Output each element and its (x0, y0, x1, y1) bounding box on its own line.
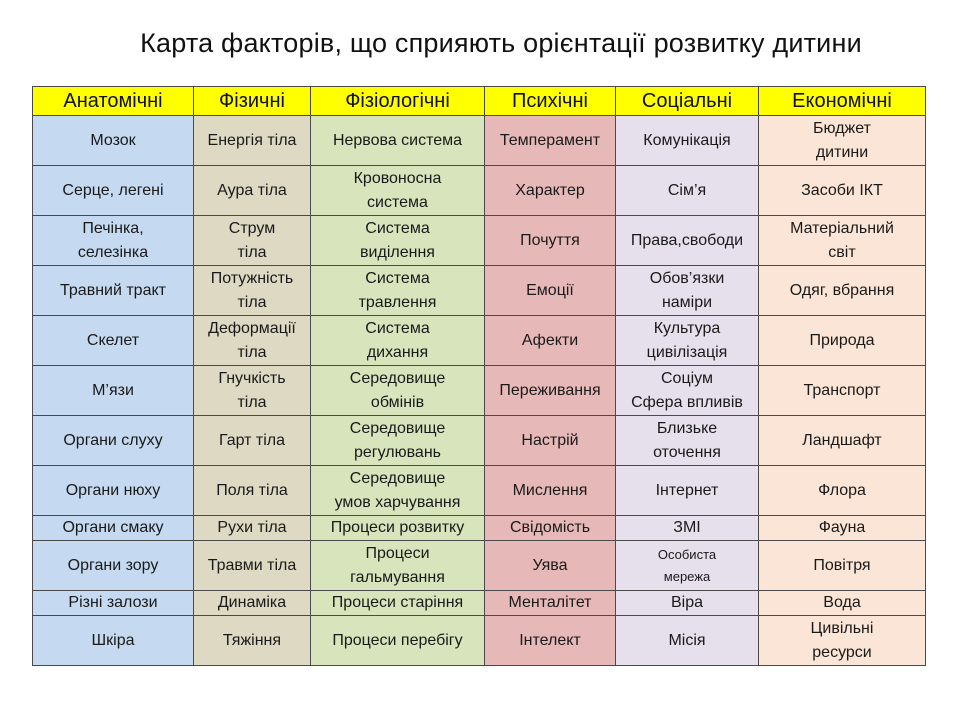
table-cell: Інтернет (616, 466, 759, 516)
table-cell: Середовище умов харчування (311, 466, 485, 516)
table-cell: Гнучкість тіла (194, 366, 311, 416)
table-cell: Уява (485, 541, 616, 591)
table-cell: Процеси гальмування (311, 541, 485, 591)
table-cell: Кровоносна система (311, 166, 485, 216)
table-cell: Процеси старіння (311, 591, 485, 616)
table-cell: Транспорт (759, 366, 926, 416)
table-cell: Нервова система (311, 116, 485, 166)
header-mental: Психічні (485, 87, 616, 116)
table-cell: Деформації тіла (194, 316, 311, 366)
table-row (33, 216, 926, 266)
table-cell: Органи нюху (33, 466, 194, 516)
table-cell: Шкіра (33, 616, 194, 666)
table-cell: Скелет (33, 316, 194, 366)
table-cell: Система травлення (311, 266, 485, 316)
table-cell: Бюджет дитини (759, 116, 926, 166)
table-cell: Гарт тіла (194, 416, 311, 466)
table-cell: Сім’я (616, 166, 759, 216)
table-cell: Травний тракт (33, 266, 194, 316)
header-physiological: Фізіологічні (311, 87, 485, 116)
table-cell: Місія (616, 616, 759, 666)
table-row (33, 116, 926, 166)
table-cell: Органи слуху (33, 416, 194, 466)
table-cell: Система дихання (311, 316, 485, 366)
table-row (33, 266, 926, 316)
table-row (33, 316, 926, 366)
table-cell: Серце, легені (33, 166, 194, 216)
table-cell: Різні залози (33, 591, 194, 616)
table-cell: Комунікація (616, 116, 759, 166)
table-cell: Афекти (485, 316, 616, 366)
table-cell: Культура цивілізація (616, 316, 759, 366)
table-cell: Матеріальний світ (759, 216, 926, 266)
header-social: Соціальні (616, 87, 759, 116)
table-cell: Переживання (485, 366, 616, 416)
table-cell: М’язи (33, 366, 194, 416)
table-cell: Рухи тіла (194, 516, 311, 541)
table-cell: Цивільні ресурси (759, 616, 926, 666)
table-cell: Система виділення (311, 216, 485, 266)
table-row (33, 416, 926, 466)
header-economic: Економічні (759, 87, 926, 116)
table-cell: Травми тіла (194, 541, 311, 591)
header-anatomical: Анатомічні (33, 87, 194, 116)
table-cell: Печінка, селезінка (33, 216, 194, 266)
table-cell: Інтелект (485, 616, 616, 666)
table-cell: ЗМІ (616, 516, 759, 541)
table-cell: Поля тіла (194, 466, 311, 516)
table-cell: Аура тіла (194, 166, 311, 216)
table-cell: Середовище обмінів (311, 366, 485, 416)
table-cell: Середовище регулювань (311, 416, 485, 466)
table-cell: Тяжіння (194, 616, 311, 666)
table-cell: Емоції (485, 266, 616, 316)
table-cell: Менталітет (485, 591, 616, 616)
page-title: Карта факторів, що сприяють орієнтації розвитку дитини (140, 28, 862, 58)
table-cell: Процеси перебігу (311, 616, 485, 666)
table-cell: Природа (759, 316, 926, 366)
header-row (33, 87, 926, 116)
table-cell: Фауна (759, 516, 926, 541)
table-cell: Особиста мережа (616, 541, 759, 591)
table-cell: Засоби ІКТ (759, 166, 926, 216)
table-cell: Флора (759, 466, 926, 516)
table-row (33, 591, 926, 616)
table-row (33, 366, 926, 416)
table-cell: Органи зору (33, 541, 194, 591)
table-cell: Органи смаку (33, 516, 194, 541)
table-row (33, 466, 926, 516)
table-cell: Соціум Сфера впливів (616, 366, 759, 416)
table-cell: Свідомість (485, 516, 616, 541)
table-row (33, 541, 926, 591)
table-cell: Динаміка (194, 591, 311, 616)
table-cell: Характер (485, 166, 616, 216)
table-cell: Вода (759, 591, 926, 616)
factors-table (32, 86, 926, 666)
table-cell: Обов’язки наміри (616, 266, 759, 316)
table-cell: Енергія тіла (194, 116, 311, 166)
table-cell: Мислення (485, 466, 616, 516)
table-cell: Настрій (485, 416, 616, 466)
table-cell: Струм тіла (194, 216, 311, 266)
table-cell: Права,свободи (616, 216, 759, 266)
table-row (33, 166, 926, 216)
table-cell: Одяг, вбрання (759, 266, 926, 316)
header-physical: Фізичні (194, 87, 311, 116)
table-cell: Близьке оточення (616, 416, 759, 466)
table-cell: Потужність тіла (194, 266, 311, 316)
table-cell: Процеси розвитку (311, 516, 485, 541)
table-row (33, 616, 926, 666)
table-cell: Віра (616, 591, 759, 616)
table-row (33, 516, 926, 541)
table-cell: Мозок (33, 116, 194, 166)
table-cell: Ландшафт (759, 416, 926, 466)
table-cell: Почуття (485, 216, 616, 266)
table-cell: Темперамент (485, 116, 616, 166)
table-cell: Повітря (759, 541, 926, 591)
